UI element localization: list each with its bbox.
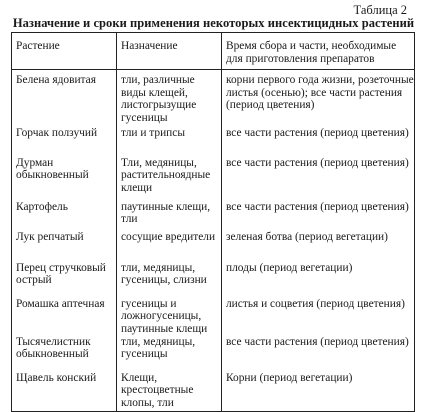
cell-purpose: Тли, медяницы, растительноядные клещи	[117, 157, 222, 201]
cell-purpose: тли, различные виды клещей, листогрызущие гусеницы	[117, 70, 222, 127]
cell-purpose: Клещи, крестоцветные клопы, тли	[117, 372, 222, 412]
cell-plant: Белена ядовитая	[12, 70, 117, 127]
cell-purpose: гусеницы и ложногусеницы, паутинные клещи	[117, 298, 222, 336]
cell-plant: Ромашка аптечная	[12, 298, 117, 336]
table-row	[12, 262, 415, 298]
cell-plant: Перец стручковый острый	[12, 262, 117, 298]
cell-purpose: тли и трипсы	[117, 127, 222, 157]
table-row	[12, 201, 415, 231]
header-purpose: Назначение	[117, 33, 222, 70]
cell-harvest: Корни (период вегетации)	[222, 372, 415, 412]
cell-harvest: все части растения (период цветения)	[222, 157, 415, 201]
cell-plant: Картофель	[12, 201, 117, 231]
table-row	[12, 298, 415, 336]
cell-harvest: плоды (период вегетации)	[222, 262, 415, 298]
cell-purpose: паутинные клещи, тли	[117, 201, 222, 231]
table-row	[12, 70, 415, 127]
cell-harvest: листья и соцветия (период цветения)	[222, 298, 415, 336]
cell-harvest: все части растения (период цветения)	[222, 336, 415, 372]
table-row	[12, 372, 415, 412]
cell-harvest: корни первого года жизни, розеточные листья (осенью); все части растения (период цветения)	[222, 70, 415, 127]
insecticidal-plants-table	[11, 32, 415, 412]
cell-plant: Щавель конский	[12, 372, 117, 412]
cell-harvest: все части растения (период цветения)	[222, 201, 415, 231]
cell-plant: Горчак ползучий	[12, 127, 117, 157]
cell-purpose: сосущие вредители	[117, 231, 222, 262]
cell-plant: Лук репчатый	[12, 231, 117, 262]
table-header-row	[12, 33, 415, 70]
cell-purpose: тли, медяницы, гусеницы, слизни	[117, 262, 222, 298]
header-harvest: Время сбора и части, необходимые для приготовления препаратов	[222, 33, 415, 70]
cell-harvest: зеленая ботва (период вегетации)	[222, 231, 415, 262]
table-title: Назначение и сроки применения некоторых инсектицидных растений	[12, 16, 415, 30]
table-caption: Таблица 2	[353, 3, 407, 17]
cell-plant: Дурман обыкновенный	[12, 157, 117, 201]
table-row	[12, 336, 415, 372]
table-row	[12, 127, 415, 157]
cell-plant: Тысячелистник обыкновенный	[12, 336, 117, 372]
table-row	[12, 231, 415, 262]
cell-purpose: тли, медяницы, гусеницы	[117, 336, 222, 372]
header-plant: Растение	[12, 33, 117, 70]
table-row	[12, 157, 415, 201]
cell-harvest: все части растения (период цветения)	[222, 127, 415, 157]
